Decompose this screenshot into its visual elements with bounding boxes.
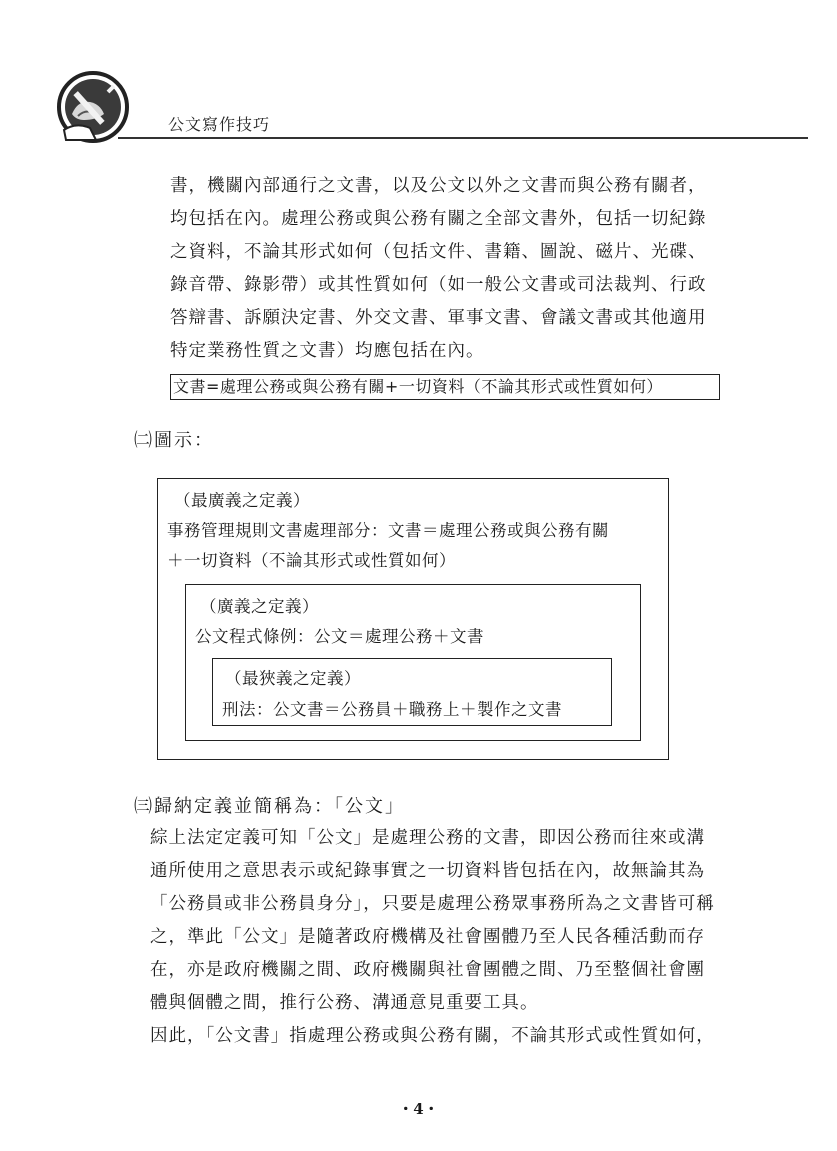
hand-writing-pen-icon <box>56 70 130 144</box>
box-title: （最狹義之定義） <box>225 669 361 688</box>
paragraph-line: 錄音帶、錄影帶）或其性質如何（如一般公文書或司法裁判、行政 <box>170 275 707 295</box>
narrowest-definition-box <box>212 658 612 726</box>
box-text: 公文程式條例：公文＝處理公務＋文書 <box>195 627 484 646</box>
header-title: 公文寫作技巧 <box>168 115 271 134</box>
page-number: ・4・ <box>398 1100 439 1118</box>
header-rule <box>118 137 808 139</box>
paragraph-line: 均包括在內。處理公務或與公務有關之全部文書外，包括一切紀錄 <box>170 209 707 229</box>
box-title: （廣義之定義） <box>200 597 319 616</box>
box-text: ＋一切資料（不論其形式或性質如何） <box>167 551 456 570</box>
box-text: 刑法：公文書＝公務員＋職務上＋製作之文書 <box>222 700 562 719</box>
box-title: （最廣義之定義） <box>174 491 310 510</box>
paragraph-line: 「公務員或非公務員身分」，只要是處理公務眾事務所為之文書皆可稱 <box>150 894 715 914</box>
paragraph-line: 書，機關內部通行之文書，以及公文以外之文書而與公務有關者， <box>170 176 707 196</box>
formula-box: 文書=處理公務或與公務有關+一切資料（不論其形式或性質如何） <box>170 374 720 400</box>
paragraph-line: 在，亦是政府機關之間、政府機關與社會團體之間、乃至整個社會團 <box>150 960 705 980</box>
summary-paragraph <box>150 822 730 1053</box>
section-heading-summary: ㈢歸納定義並簡稱為：「公文」 <box>134 796 405 817</box>
paragraph-line: 特定業務性質之文書）均應包括在內。 <box>170 341 485 361</box>
box-text: 事務管理規則文書處理部分：文書＝處理公務或與公務有關 <box>167 521 609 540</box>
paragraph-line: 之，準此「公文」是隨著政府機構及社會團體乃至人民各種活動而存 <box>150 927 705 947</box>
intro-paragraph <box>170 170 730 368</box>
paragraph-line: 綜上法定定義可知「公文」是處理公務的文書，即因公務而往來或溝 <box>150 828 705 848</box>
paragraph-line: 答辯書、訴願決定書、外交文書、軍事文書、會議文書或其他適用 <box>170 308 707 328</box>
paragraph-line: 因此，「公文書」指處理公務或與公務有關，不論其形式或性質如何， <box>150 1026 715 1046</box>
paragraph-line: 體與個體之間，推行公務、溝通意見重要工具。 <box>150 993 539 1013</box>
paragraph-line: 通所使用之意思表示或紀錄事實之一切資料皆包括在內，故無論其為 <box>150 861 705 881</box>
section-heading-illustration: ㈡圖示： <box>134 430 214 451</box>
paragraph-line: 之資料，不論其形式如何（包括文件、書籍、圖說、磁片、光碟、 <box>170 242 707 262</box>
